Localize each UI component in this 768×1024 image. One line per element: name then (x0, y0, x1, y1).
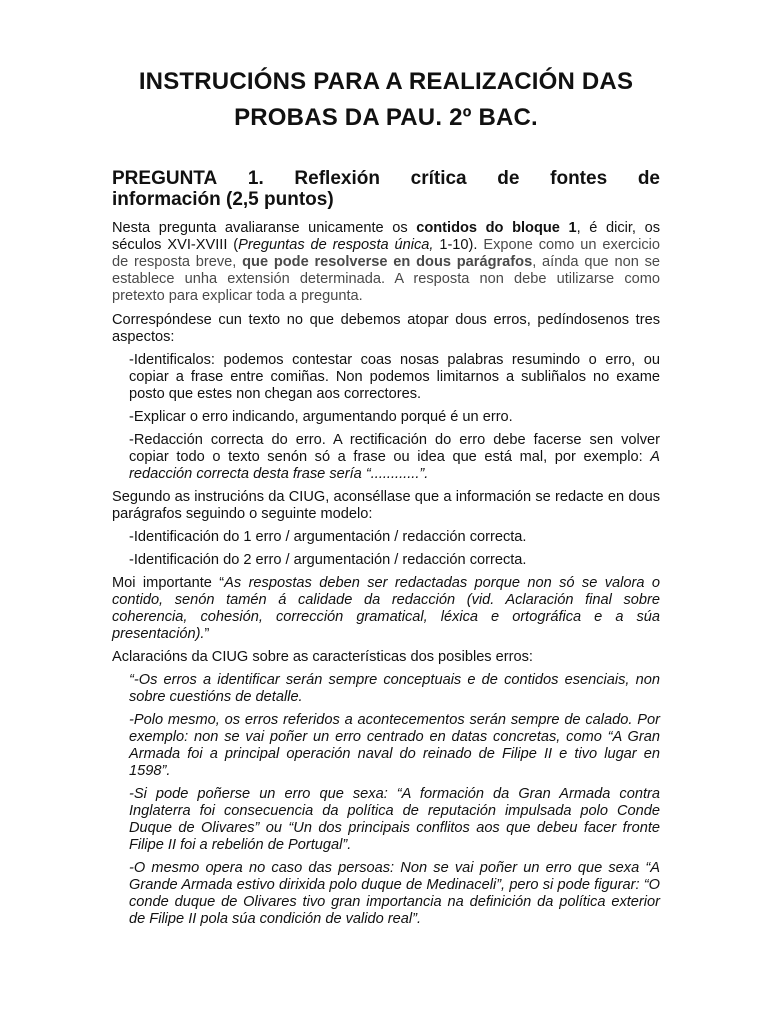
bullet-correct (129, 432, 660, 483)
question-heading-line-1 (112, 168, 660, 189)
intro-bold-gray: que pode resolverse en dous parágrafos (242, 254, 533, 270)
bullet-identify: -Identificalos: podemos contestar coas nosas palabras resumindo o erro, ou copiar a frase entre comiñas. Non podemos limitarnos a subliñalos no exame posto que estes non chegan aos correctores. (129, 352, 660, 402)
paragraph-important (112, 575, 660, 643)
question-heading (112, 168, 660, 210)
intro-italic: Preguntas de resposta única, (238, 237, 434, 253)
page-title (112, 64, 660, 136)
bullet-correct-italic: A redacción correcta desta frase sería “............”. (129, 449, 660, 482)
important-text: ” (204, 626, 210, 642)
paragraph-ciug-model: Segundo as instrucións da CIUG, aconséllase que a información se redacte en dous parágrafos seguindo o seguinte modelo: (112, 489, 660, 522)
model-line-2: -Identificación do 2 erro / argumentación / redacción correcta. (129, 552, 527, 568)
clarification-4: -O mesmo opera no caso das persoas: Non se vai poñer un erro que sexa “A Grande Armada estivo dirixida polo duque de Medinaceli”, pero si pode figurar: “O conde duque de Olivares tivo gran importancia na definición da política exterior de Filipe II pola súa condición de valido real”. (129, 860, 660, 927)
heading-word: Reflexión (294, 168, 380, 189)
heading-word: fontes (550, 168, 608, 189)
clarification-2: -Polo mesmo, os erros referidos a acontecementos serán sempre de calado. Por exemplo: non se vai poñer un erro centrado en datas concretas, como “A Gran Armada foi a principal operación naval do reinado de Filipe II e tivo lugar en 1598”. (129, 712, 660, 779)
heading-word: crítica (410, 168, 467, 189)
bullet-explain: -Explicar o erro indicando, argumentando porqué é un erro. (129, 409, 513, 425)
paragraph-errors: Correspóndese cun texto no que debemos atopar dous erros, pedíndosenos tres aspectos: (112, 312, 660, 345)
intro-bold: contidos do bloque 1 (416, 220, 577, 236)
intro-text: Nesta pregunta avaliaranse unicamente os (112, 220, 417, 236)
title-line-1: INSTRUCIÓNS PARA A REALIZACIÓN DAS (138, 68, 634, 95)
intro-gray-text: Expone como un exercicio de resposta breve, (112, 237, 660, 270)
paragraph-clarifications: Aclaracións da CIUG sobre as características dos posibles erros: (112, 649, 533, 665)
heading-word: de (637, 168, 660, 189)
intro-paragraph (112, 220, 660, 305)
title-line-2: PROBAS DA PAU. 2º BAC. (234, 104, 538, 131)
important-text: Moi importante “ (112, 575, 225, 591)
intro-text: 1-10). (433, 237, 484, 253)
clarification-3: -Si pode poñerse un erro que sexa: “A formación da Gran Armada contra Inglaterra foi consecuencia da política de reputación impulsada polo Conde Duque de Olivares” ou “Un dos principais conflitos aos que debeu facer fronte Filipe II foi a rebelión de Portugal”. (129, 786, 660, 853)
important-italic: As respostas deben ser redactadas porque non só se valora o contido, senón tamén á calidade da redacción (vid. Aclaración final sobre coherencia, cohesión, corrección gramatical, léxica e ortográfica e a súa presentación). (112, 575, 661, 642)
heading-word: PREGUNTA (112, 168, 218, 189)
heading-word: 1. (247, 168, 264, 189)
model-line-1: -Identificación do 1 erro / argumentación / redacción correcta. (129, 529, 527, 545)
question-heading-line-2: información (2,5 puntos) (112, 189, 334, 210)
bullet-correct-text: -Redacción correcta do erro. A rectificación do erro debe facerse sen volver copiar todo o texto senón só a frase ou idea que está mal, por exemplo: (129, 432, 660, 465)
intro-text: , é dicir, os séculos XVI-XVIII ( (112, 220, 660, 253)
intro-gray-text: , aínda que non se establece unha extensión determinada. A resposta non debe utilizarse como pretexto para explicar toda a pregunta. (112, 254, 661, 304)
clarification-1: “-Os erros a identificar serán sempre conceptuais e de contidos esenciais, non sobre cuestións de detalle. (129, 672, 660, 705)
heading-word: de (497, 168, 520, 189)
